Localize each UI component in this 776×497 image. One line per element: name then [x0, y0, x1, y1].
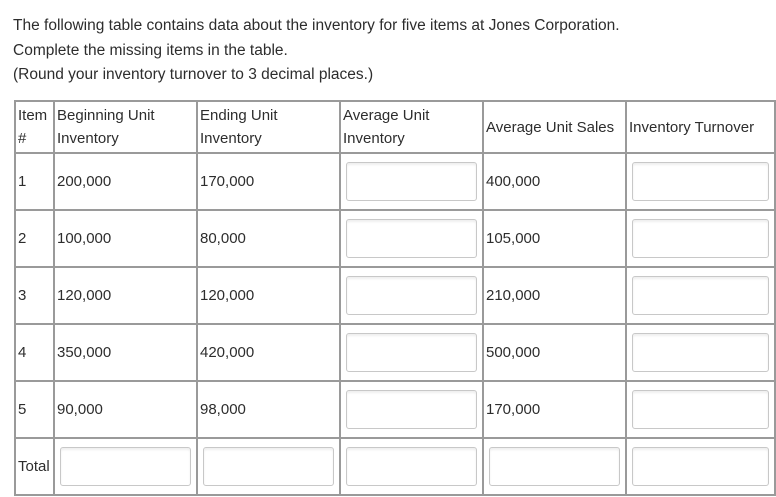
item-number: 2 [15, 210, 54, 267]
inventory-turnover-cell [626, 210, 775, 267]
total-average-inventory-cell [340, 438, 483, 495]
header-average-inventory: Average Unit Inventory [340, 101, 483, 153]
ending-inventory-value: 80,000 [197, 210, 340, 267]
total-inventory-turnover-input[interactable] [632, 447, 769, 486]
inventory-table [14, 100, 776, 496]
beginning-inventory-value: 90,000 [54, 381, 197, 438]
ending-inventory-value: 420,000 [197, 324, 340, 381]
header-average-sales: Average Unit Sales [483, 101, 626, 153]
average-sales-value: 500,000 [483, 324, 626, 381]
table-row [15, 324, 775, 381]
table-total-row [15, 438, 775, 495]
inventory-turnover-cell [626, 267, 775, 324]
average-inventory-cell [340, 210, 483, 267]
beginning-inventory-value: 350,000 [54, 324, 197, 381]
item-number: 4 [15, 324, 54, 381]
question-text [13, 14, 620, 88]
average-inventory-cell [340, 267, 483, 324]
inventory-turnover-input[interactable] [632, 276, 769, 315]
total-beginning-cell [54, 438, 197, 495]
total-label: Total [15, 438, 54, 495]
table-header-row [15, 101, 775, 153]
average-sales-value: 210,000 [483, 267, 626, 324]
average-inventory-cell [340, 324, 483, 381]
item-number: 1 [15, 153, 54, 210]
average-inventory-cell [340, 381, 483, 438]
total-inventory-turnover-cell [626, 438, 775, 495]
total-average-sales-cell [483, 438, 626, 495]
header-ending-inventory: Ending Unit Inventory [197, 101, 340, 153]
table-row [15, 267, 775, 324]
average-inventory-input[interactable] [346, 390, 477, 429]
intro-line-1: The following table contains data about the inventory for five items at Jones Corporation. [13, 17, 620, 34]
header-beginning-inventory: Beginning Unit Inventory [54, 101, 197, 153]
ending-inventory-value: 98,000 [197, 381, 340, 438]
ending-inventory-value: 120,000 [197, 267, 340, 324]
average-inventory-cell [340, 153, 483, 210]
average-inventory-input[interactable] [346, 219, 477, 258]
total-average-sales-input[interactable] [489, 447, 620, 486]
item-number: 5 [15, 381, 54, 438]
total-beginning-inventory-input[interactable] [60, 447, 191, 486]
intro-line-2: Complete the missing items in the table. [13, 41, 288, 59]
table-row [15, 153, 775, 210]
table-row [15, 210, 775, 267]
average-inventory-input[interactable] [346, 276, 477, 315]
header-item: Item # [15, 101, 54, 153]
beginning-inventory-value: 100,000 [54, 210, 197, 267]
inventory-turnover-cell [626, 324, 775, 381]
inventory-turnover-input[interactable] [632, 219, 769, 258]
inventory-table-container [14, 100, 755, 475]
total-ending-cell [197, 438, 340, 495]
inventory-turnover-input[interactable] [632, 390, 769, 429]
total-average-inventory-input[interactable] [346, 447, 477, 486]
inventory-turnover-cell [626, 381, 775, 438]
inventory-turnover-input[interactable] [632, 333, 769, 372]
inventory-turnover-input[interactable] [632, 162, 769, 201]
beginning-inventory-value: 200,000 [54, 153, 197, 210]
ending-inventory-value: 170,000 [197, 153, 340, 210]
average-sales-value: 400,000 [483, 153, 626, 210]
average-inventory-input[interactable] [346, 333, 477, 372]
average-inventory-input[interactable] [346, 162, 477, 201]
beginning-inventory-value: 120,000 [54, 267, 197, 324]
table-row [15, 381, 775, 438]
item-number: 3 [15, 267, 54, 324]
inventory-turnover-cell [626, 153, 775, 210]
total-ending-inventory-input[interactable] [203, 447, 334, 486]
header-inventory-turnover: Inventory Turnover [626, 101, 775, 153]
intro-line-3: (Round your inventory turnover to 3 decimal places.) [13, 66, 374, 83]
average-sales-value: 105,000 [483, 210, 626, 267]
average-sales-value: 170,000 [483, 381, 626, 438]
